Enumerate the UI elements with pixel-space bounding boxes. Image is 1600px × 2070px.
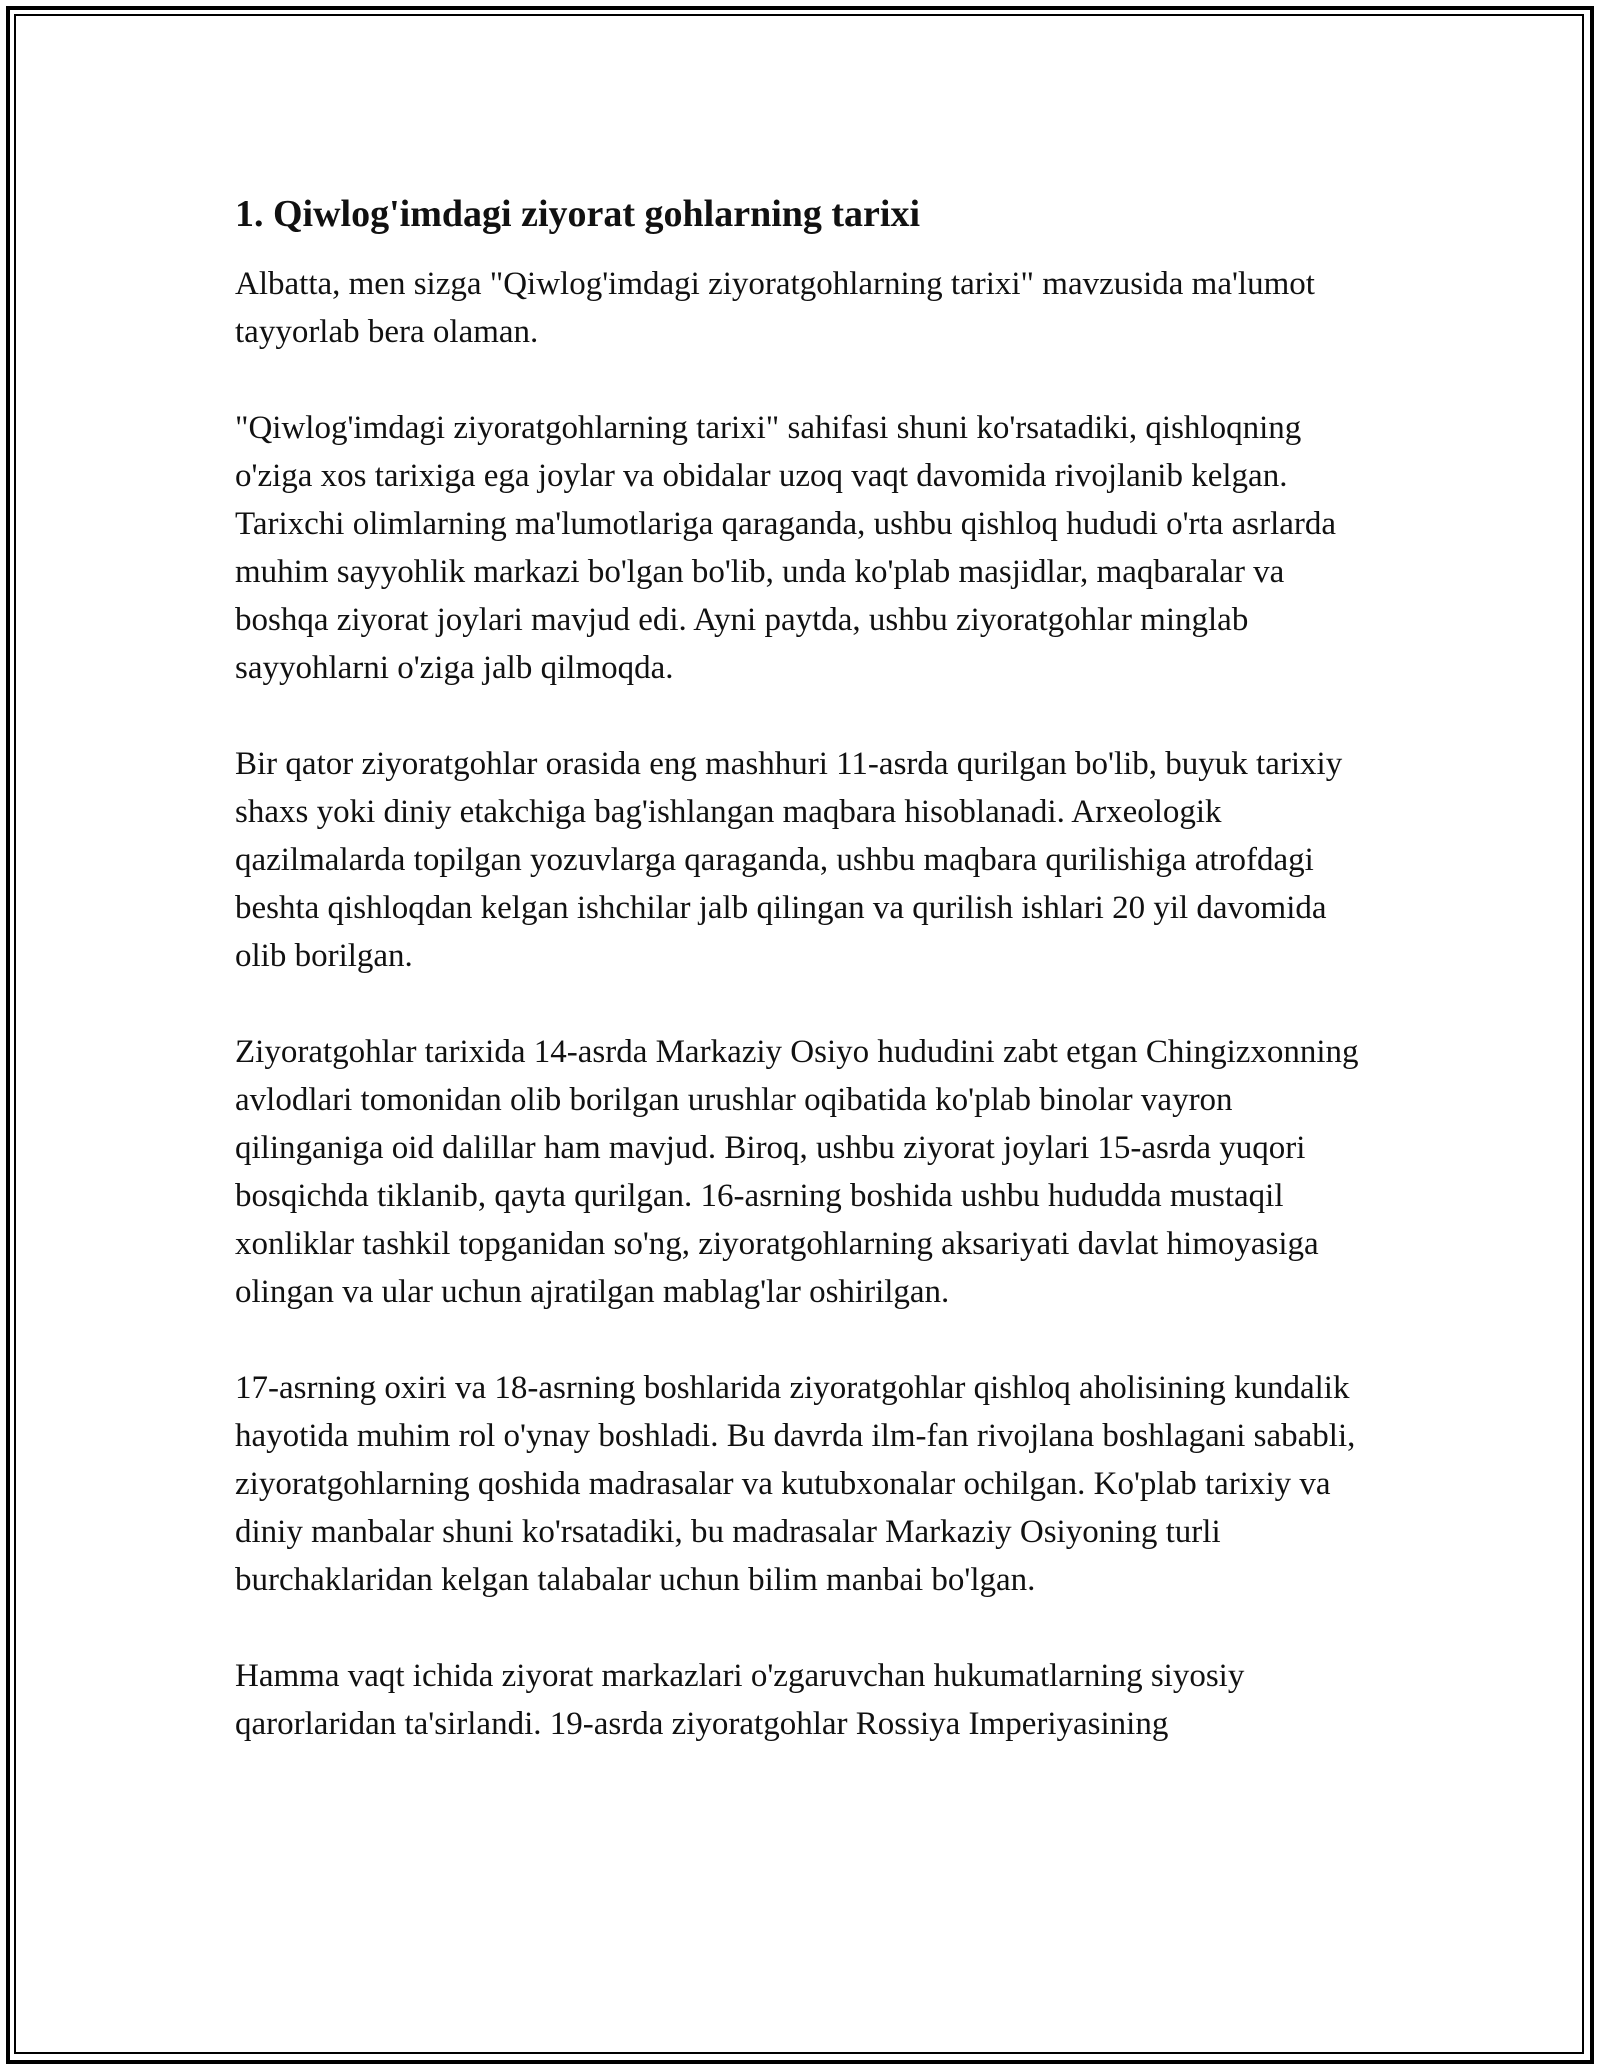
document-title: 1. Qiwlog'imdagi ziyorat gohlarning tarixi (235, 193, 921, 235)
document-body (235, 190, 1375, 1796)
paragraph-madrasas: 17-asrning oxiri va 18-asrning boshlarida ziyoratgohlar qishloq aholisining kundalik hayotida muhim rol o'ynay boshladi. Bu davrda ilm-fan rivojlana boshlagani sababli, ziyoratgohlarning qoshida madrasalar va kutubxonalar ochilgan. Ko'plab tarixiy va diniy manbalar shuni ko'rsatadiki, bu madrasalar Markaziy Osiyoning turli burchaklaridan kelgan talabalar uchun bilim manbai bo'lgan. (235, 1370, 1356, 1598)
paragraph-mausoleum: Bir qator ziyoratgohlar orasida eng mashhuri 11-asrda qurilgan bo'lib, buyuk tarixiy shaxs yoki diniy etakchiga bag'ishlangan maqbara hisoblanadi. Arxeologik qazilmalarda topilgan yozuvlarga qaraganda, ushbu maqbara qurilishiga atrofdagi beshta qishloqdan kelgan ishchilar jalb qilingan va qurilish ishlari 20 yil davomida olib borilgan. (235, 746, 1343, 974)
paragraph-overview: "Qiwlog'imdagi ziyoratgohlarning tarixi" sahifasi shuni ko'rsatadiki, qishloqning o'ziga xos tarixiga ega joylar va obidalar uzoq vaqt davomida rivojlanib kelgan. Tarixchi olimlarning ma'lumotlariga qaraganda, ushbu qishloq hududi o'rta asrlarda muhim sayyohlik markazi bo'lgan bo'lib, unda ko'plab masjidlar, maqbaralar va boshqa ziyorat joylari mavjud edi. Ayni paytda, ushbu ziyoratgohlar minglab sayyohlarni o'ziga jalb qilmoqda. (235, 410, 1337, 686)
paragraph-intro: Albatta, men sizga "Qiwlog'imdagi ziyoratgohlarning tarixi" mavzusida ma'lumot tayyorlab bera olaman. (235, 266, 1315, 350)
paragraph-political-influence: Hamma vaqt ichida ziyorat markazlari o'zgaruvchan hukumatlarning siyosiy qarorlaridan ta'sirlandi. 19-asrda ziyoratgohlar Rossiya Imperiyasining (235, 1658, 1245, 1742)
paragraph-destruction-restoration: Ziyoratgohlar tarixida 14-asrda Markaziy Osiyo hududini zabt etgan Chingizxonning avlodlari tomonidan olib borilgan urushlar oqibatida ko'plab binolar vayron qilinganiga oid dalillar ham mavjud. Biroq, ushbu ziyorat joylari 15-asrda yuqori bosqichda tiklanib, qayta qurilgan. 16-asrning boshida ushbu hududda mustaqil xonliklar tashkil topganidan so'ng, ziyoratgohlarning aksariyati davlat himoyasiga olingan va ular uchun ajratilgan mablag'lar oshirilgan. (235, 1034, 1359, 1310)
